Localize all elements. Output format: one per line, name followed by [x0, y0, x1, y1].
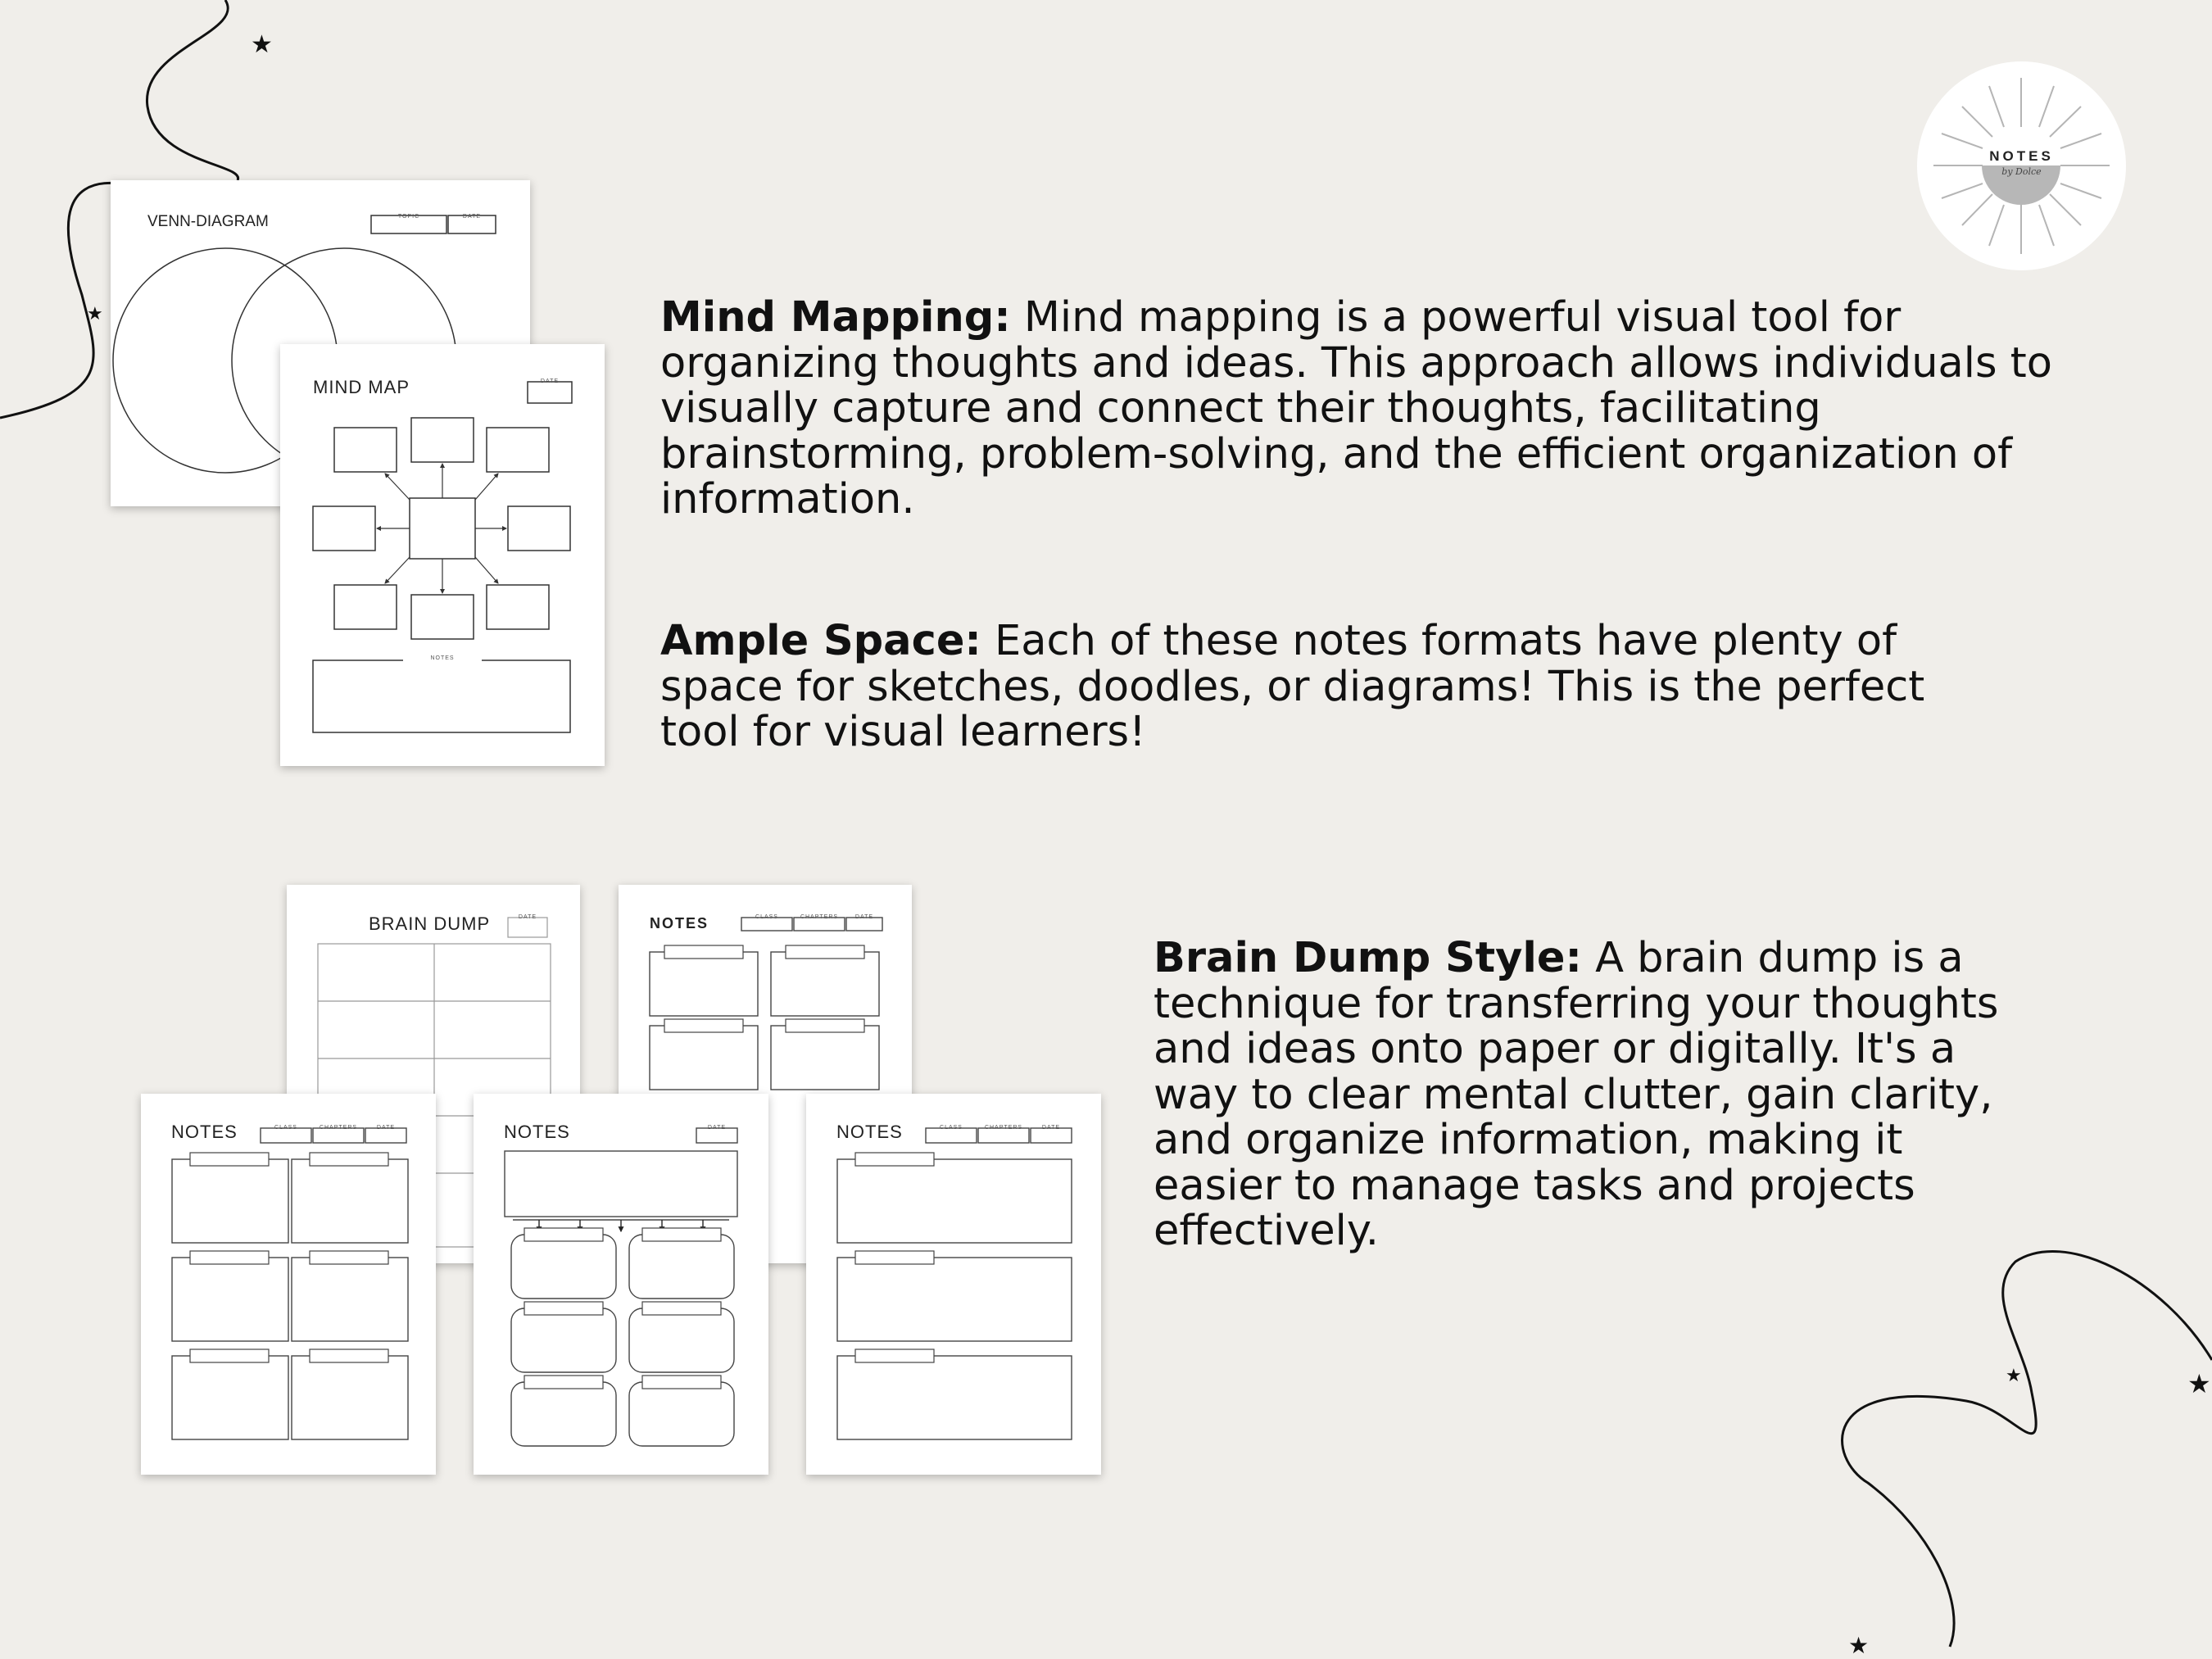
- brain-dump-paragraph: [1154, 936, 2038, 1254]
- mind-mapping-heading: Mind Mapping:: [660, 293, 1011, 342]
- notes-grid-class-label: CLASS: [274, 1125, 297, 1131]
- notes-grid-title: NOTES: [171, 1122, 238, 1142]
- notes-rows-title: NOTES: [836, 1122, 903, 1142]
- logo-byline: by Dolce: [2001, 166, 2042, 177]
- brain-dump-heading: Brain Dump Style:: [1154, 934, 1582, 982]
- notes-grid-chapters-label: CHAPTERS: [319, 1125, 358, 1131]
- notes-back-class-label: CLASS: [755, 914, 778, 920]
- mind-mapping-body: Mind mapping is a powerful visual tool for organizing thoughts and ideas. This approach allows individuals to visually capture and connect their thoughts, facilitating brainstorming, problem-solving, and the efficient organization of information.: [660, 293, 2052, 524]
- notes-flow-title: NOTES: [504, 1122, 570, 1142]
- star-icon: ★: [2006, 1366, 2022, 1386]
- notes-back-date-label: DATE: [854, 914, 874, 920]
- mind-map-page: [280, 344, 605, 766]
- star-icon: ★: [251, 30, 273, 59]
- notes-back-chapters-label: CHAPTERS: [800, 914, 839, 920]
- notes-rows-chapters-label: CHAPTERS: [984, 1125, 1023, 1131]
- star-icon: ★: [87, 304, 103, 324]
- star-icon: ★: [1848, 1632, 1870, 1659]
- notes-flow-page: [474, 1094, 768, 1475]
- notes-grid-page: [141, 1094, 436, 1475]
- logo-title: NOTES: [1989, 148, 2054, 164]
- mind-mapping-paragraph: [660, 295, 2069, 523]
- notes-grid-date-label: DATE: [376, 1125, 396, 1131]
- brain-dump-title: BRAIN DUMP: [369, 913, 491, 934]
- venn-title: VENN-DIAGRAM: [147, 213, 269, 230]
- star-icon: ★: [2187, 1368, 2211, 1399]
- venn-topic-label: TOPIC: [397, 214, 420, 220]
- notes-rows-date-label: DATE: [1041, 1125, 1061, 1131]
- brand-logo: [1917, 61, 2126, 270]
- venn-date-label: DATE: [462, 214, 482, 220]
- brain-dump-date-label: DATE: [518, 914, 537, 920]
- mind-map-date-label: DATE: [540, 378, 560, 384]
- mind-map-notes-label: NOTES: [403, 655, 482, 661]
- notes-back-title: NOTES: [650, 915, 709, 931]
- notes-flow-date-label: DATE: [707, 1125, 727, 1131]
- mind-map-title: MIND MAP: [313, 377, 410, 397]
- ample-space-heading: Ample Space:: [660, 617, 981, 665]
- notes-rows-class-label: CLASS: [940, 1125, 963, 1131]
- ample-space-body: Each of these notes formats have plenty of space for sketches, doodles, or diagrams! This is the perfect tool for visual learners!: [660, 617, 1925, 756]
- notes-rows-page: [806, 1094, 1101, 1475]
- brain-dump-body: A brain dump is a technique for transferring your thoughts and ideas onto paper or digitally. It's a way to clear mental clutter, gain clarity, and organize information, making it easier to manage tasks and projects effectively.: [1154, 934, 1999, 1255]
- ample-space-paragraph: [660, 619, 1938, 755]
